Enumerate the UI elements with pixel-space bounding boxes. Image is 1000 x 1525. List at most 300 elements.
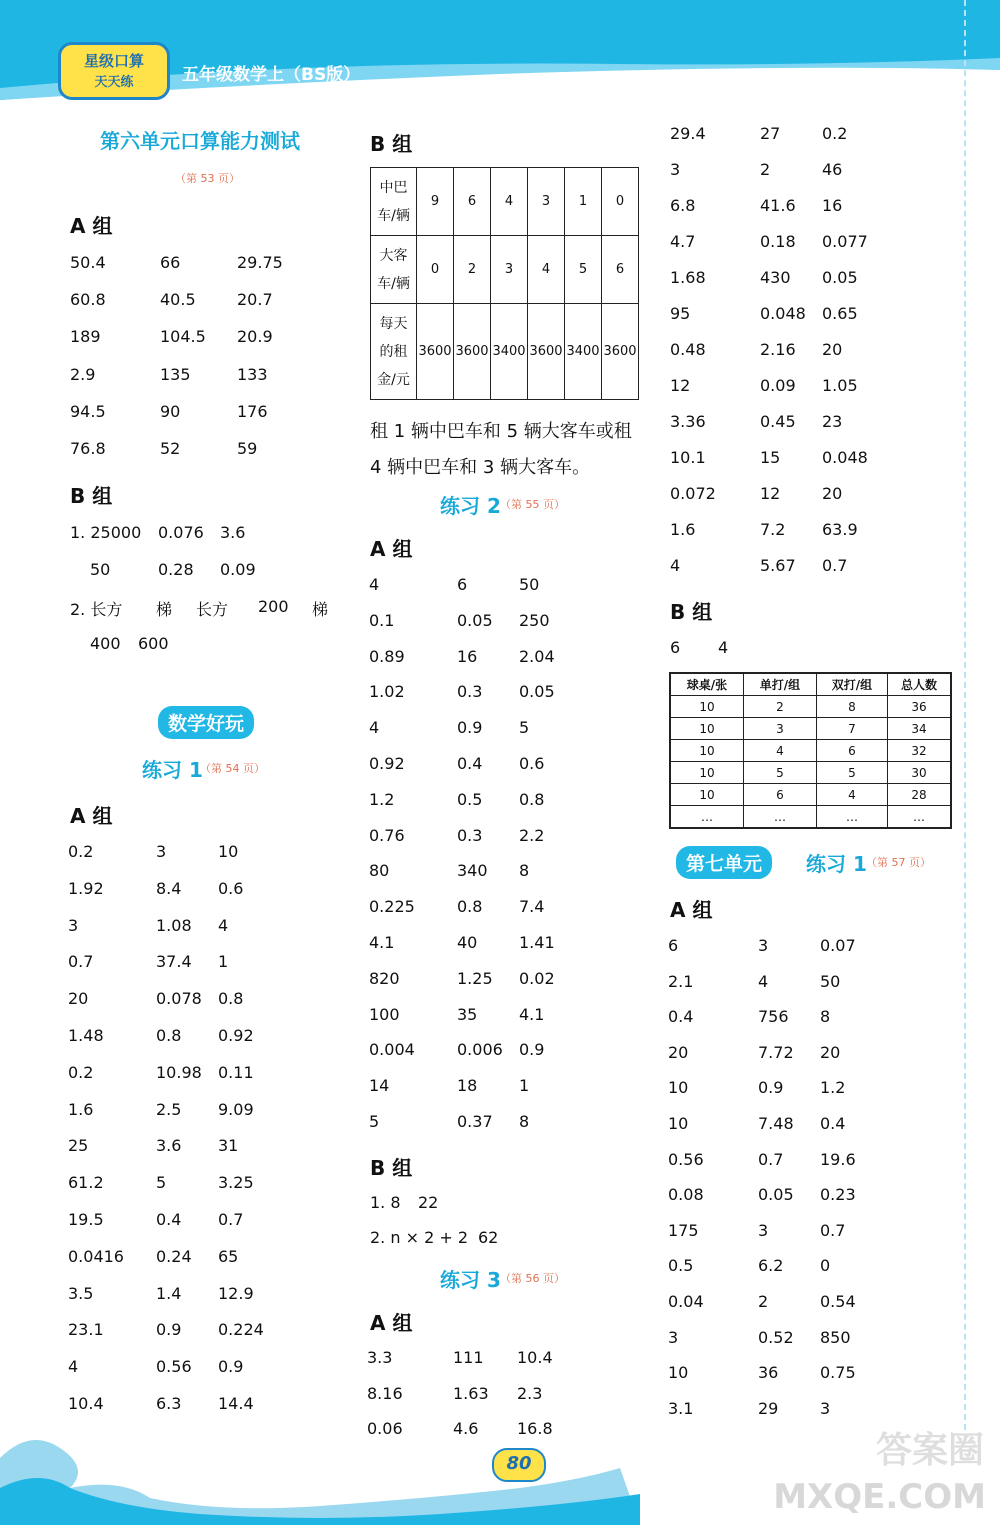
- page-number: 80: [506, 1453, 532, 1474]
- answer-value: 12: [760, 484, 781, 503]
- answer-value: 200: [258, 597, 289, 616]
- answer-value: 0.1: [369, 610, 395, 630]
- answer-value: 31: [218, 1136, 239, 1156]
- answer-value: 61.2: [68, 1173, 104, 1193]
- table-cell: 10: [670, 718, 744, 740]
- answer-value: 3.36: [670, 412, 706, 431]
- answer-value: 0.56: [156, 1357, 192, 1377]
- answer-value: 15: [760, 448, 781, 467]
- table-cell: 10: [670, 696, 744, 718]
- answer-value: 0.7: [68, 952, 94, 972]
- group-a-label: A 组: [70, 804, 113, 828]
- table-cell: 30: [888, 762, 952, 784]
- answer-value: 4: [670, 556, 681, 575]
- answer-value: 35: [457, 1004, 478, 1024]
- answer-value: 23.1: [68, 1320, 104, 1340]
- table-cell: 10: [670, 740, 744, 762]
- answer-value: 0.0416: [68, 1246, 124, 1266]
- answer-value: 94.5: [70, 401, 106, 421]
- answer-value: 62: [478, 1228, 499, 1247]
- logo-line1: 星级口算: [83, 52, 144, 70]
- answer-value: 4: [718, 638, 729, 657]
- answer-value: 0.8: [457, 897, 483, 917]
- exercise-title: 练习 3: [440, 1268, 501, 1292]
- answer-value: 0.077: [822, 232, 868, 251]
- table-cell: 6: [817, 740, 888, 762]
- answer-value: 2. 长方: [70, 600, 123, 619]
- answer-value: 14: [369, 1076, 390, 1096]
- answer-value: 0.7: [218, 1210, 244, 1229]
- answer-value: 1.6: [670, 520, 696, 539]
- answer-value: 0.048: [760, 304, 806, 323]
- table-cell: 6: [744, 784, 817, 806]
- answer-value: 4.7: [670, 232, 696, 251]
- answer-value: 176: [237, 401, 268, 421]
- table-cell: 5: [565, 236, 602, 304]
- answer-value: 0.45: [760, 412, 796, 431]
- answer-value: 1: [218, 952, 229, 972]
- answer-value: 1.6: [68, 1099, 94, 1119]
- answer-value: 3.1: [668, 1398, 694, 1418]
- answer-value: 80: [369, 861, 390, 881]
- answer-value: 4: [369, 575, 380, 594]
- table-cell: …: [888, 806, 952, 829]
- answer-value: 430: [760, 268, 791, 287]
- answer-value: 7.48: [758, 1114, 794, 1133]
- answer-value: 4: [369, 718, 380, 738]
- answer-value: 0.92: [369, 754, 405, 773]
- answer-value: 0.5: [668, 1256, 694, 1276]
- table-cell: 3400: [565, 304, 602, 400]
- answer-value: 9.09: [218, 1099, 254, 1119]
- answer-value: 0.06: [367, 1419, 403, 1438]
- answer-value: 4.1: [519, 1004, 545, 1024]
- group-a-label: A 组: [370, 537, 413, 561]
- answer-value: 3.25: [218, 1173, 254, 1193]
- answer-value: 8: [519, 1112, 530, 1131]
- logo-line2: 天天练: [94, 75, 134, 90]
- answer-text: 4 辆中巴车和 3 辆大客车。: [370, 457, 591, 478]
- answer-value: 0.05: [519, 682, 555, 702]
- row-header: [371, 236, 417, 304]
- table-cell: 3600: [454, 304, 491, 400]
- answer-value: 0.09: [760, 376, 796, 395]
- answer-value: 1.25: [457, 968, 493, 988]
- answer-value: 3.6: [156, 1136, 182, 1156]
- answer-value: 2.5: [156, 1099, 182, 1119]
- answer-value: 20.7: [237, 290, 273, 310]
- exercise-title: 练习 1: [142, 758, 203, 782]
- answer-value: 1.4: [156, 1283, 182, 1303]
- answer-value: 400: [90, 634, 121, 653]
- answer-value: 2: [760, 160, 771, 179]
- table-header: 总人数: [888, 673, 952, 696]
- answer-value: 820: [369, 968, 400, 988]
- answer-value: 16: [822, 196, 843, 215]
- table-cell: …: [744, 806, 817, 829]
- answer-value: 10.4: [517, 1348, 553, 1367]
- row-header-line: 车/辆: [377, 275, 410, 292]
- answer-value: 0.2: [68, 842, 94, 861]
- answer-value: 1.41: [519, 933, 555, 952]
- answer-value: 0.225: [369, 897, 415, 917]
- answer-value: 111: [453, 1348, 484, 1367]
- answer-value: 0.224: [218, 1320, 264, 1340]
- answer-value: 6: [668, 936, 679, 955]
- answer-value: 0.3: [457, 682, 483, 702]
- answer-value: 4.6: [453, 1419, 479, 1438]
- table-cell: 2: [744, 696, 817, 718]
- answer-value: 0.04: [668, 1292, 704, 1311]
- book-title: 五年级数学上（BS版）: [182, 65, 361, 85]
- answer-value: 0.65: [822, 304, 858, 323]
- table-cell: 10: [670, 784, 744, 806]
- answer-text: 租 1 辆中巴车和 5 辆大客车或租: [370, 421, 632, 442]
- table-cell: …: [817, 806, 888, 829]
- row-header-line: 的租: [379, 343, 408, 360]
- table-cell: 4: [817, 784, 888, 806]
- answer-value: 7.2: [760, 520, 786, 539]
- table-cell: 36: [888, 696, 952, 718]
- answer-value: 100: [369, 1004, 400, 1024]
- table-cell: 4: [744, 740, 817, 762]
- table-cell: 5: [817, 762, 888, 784]
- answer-value: 4: [758, 971, 769, 991]
- watermark-text: 答案圈: [875, 1430, 984, 1471]
- table-cell: 10: [670, 762, 744, 784]
- answer-value: 长方: [196, 600, 229, 619]
- table-cell: 28: [888, 784, 952, 806]
- answer-value: 20: [68, 989, 89, 1009]
- row-header: [371, 304, 417, 400]
- page-ref: （第 55 页）: [500, 498, 565, 511]
- unit7-badge: [676, 846, 772, 879]
- table-cell: 3400: [491, 304, 528, 400]
- answer-value: 6: [670, 638, 681, 657]
- answer-value: 8.4: [156, 878, 182, 898]
- group-b-label: B 组: [670, 600, 713, 624]
- answer-value: 7.4: [519, 897, 545, 917]
- answer-value: 1. 8: [370, 1193, 401, 1212]
- answer-value: 2.3: [517, 1383, 543, 1403]
- answer-value: 19.6: [820, 1149, 856, 1169]
- answer-value: 梯: [312, 600, 329, 619]
- answer-value: 50: [90, 560, 111, 579]
- fun-math-badge: [158, 706, 254, 739]
- answer-value: 0.09: [220, 560, 256, 579]
- answer-value: 1.2: [369, 789, 395, 809]
- answer-value: 3.5: [68, 1283, 94, 1303]
- page-ref: （第 53 页）: [175, 172, 240, 185]
- group-b-label: B 组: [370, 1156, 413, 1180]
- table-cell: 8: [817, 696, 888, 718]
- answer-value: 3.3: [367, 1348, 393, 1367]
- table-cell: 6: [454, 168, 491, 236]
- answer-value: 76.8: [70, 439, 106, 458]
- row-header-line: 大客: [379, 247, 408, 264]
- answer-value: 40.5: [160, 290, 196, 310]
- answer-value: 0.4: [668, 1007, 694, 1027]
- table-cell: 3: [491, 236, 528, 304]
- answer-value: 1.92: [68, 878, 104, 898]
- answer-value: 0.072: [670, 484, 716, 503]
- answer-value: 0.3: [457, 825, 483, 845]
- answer-value: 6.3: [156, 1394, 182, 1413]
- answer-value: 1: [519, 1076, 530, 1096]
- answer-value: 2.1: [668, 971, 694, 991]
- answer-value: 2.2: [519, 825, 545, 845]
- answer-value: 1.02: [369, 682, 405, 702]
- answer-value: 6.8: [670, 196, 696, 215]
- answer-value: 0.078: [156, 989, 202, 1009]
- answer-value: 40: [457, 933, 478, 952]
- answer-value: 8: [820, 1007, 831, 1027]
- answer-value: 0.05: [457, 610, 493, 630]
- answer-value: 0.9: [156, 1320, 182, 1340]
- table-cell: 3: [744, 718, 817, 740]
- answer-value: 2: [758, 1292, 769, 1311]
- answer-value: 29: [758, 1398, 779, 1418]
- answer-value: 36: [758, 1363, 779, 1383]
- table-header: 单打/组: [744, 673, 817, 696]
- answer-value: 133: [237, 364, 268, 384]
- table-cell: 34: [888, 718, 952, 740]
- table-cell: 3600: [602, 304, 639, 400]
- table-tennis-table: [669, 672, 952, 829]
- answer-value: 0.6: [519, 754, 545, 773]
- answer-value: 0.9: [758, 1078, 784, 1098]
- answer-value: 0.08: [668, 1185, 704, 1205]
- exercise-title: 练习 2: [440, 494, 501, 518]
- answer-value: 0.076: [158, 523, 204, 542]
- answer-value: 0.56: [668, 1149, 704, 1169]
- answer-value: 0.9: [457, 718, 483, 738]
- answer-value: 756: [758, 1007, 789, 1027]
- answer-value: 1.08: [156, 915, 192, 935]
- answer-value: 3: [820, 1398, 831, 1418]
- section-title: 第六单元口算能力测试: [100, 129, 300, 153]
- answer-value: 16: [457, 646, 478, 666]
- answer-value: 59: [237, 439, 258, 458]
- answer-value: 95: [670, 304, 691, 323]
- answer-value: 0.7: [822, 556, 848, 575]
- answer-value: 50.4: [70, 253, 106, 272]
- table-cell: 1: [565, 168, 602, 236]
- answer-value: 20: [820, 1042, 841, 1062]
- answer-value: 6: [457, 575, 468, 594]
- table-cell: 4: [528, 236, 565, 304]
- answer-value: 0.6: [218, 878, 244, 898]
- row-header: [371, 168, 417, 236]
- answer-value: 0.92: [218, 1026, 254, 1045]
- answer-value: 0.006: [457, 1040, 503, 1060]
- answer-value: 2. n × 2 + 2: [370, 1228, 469, 1247]
- answer-value: 20.9: [237, 327, 273, 347]
- answer-value: 0.54: [820, 1292, 856, 1311]
- brand-logo: [58, 42, 170, 100]
- row-header-line: 中巴: [379, 179, 408, 196]
- answer-value: 25: [68, 1136, 89, 1156]
- answer-value: 850: [820, 1327, 851, 1347]
- table-cell: 32: [888, 740, 952, 762]
- answer-value: 50: [519, 575, 540, 594]
- group-a-label: A 组: [370, 1311, 413, 1335]
- answer-value: 0.24: [156, 1246, 192, 1266]
- right-edge-strip: [964, 0, 968, 1440]
- answer-value: 0.9: [218, 1357, 244, 1377]
- answer-value: 16.8: [517, 1419, 553, 1438]
- answer-value: 8.16: [367, 1383, 403, 1403]
- answer-value: 5: [156, 1173, 167, 1193]
- page-ref: （第 54 页）: [200, 762, 265, 775]
- answer-value: 0.4: [156, 1210, 182, 1229]
- table-cell: 5: [744, 762, 817, 784]
- answer-value: 27: [760, 124, 781, 143]
- answer-value: 0.05: [758, 1185, 794, 1205]
- answer-value: 10.4: [68, 1394, 104, 1413]
- table-cell: 0: [602, 168, 639, 236]
- answer-value: 1. 25000: [70, 523, 142, 542]
- answer-value: 65: [218, 1246, 239, 1266]
- answer-value: 37.4: [156, 952, 192, 972]
- answer-value: 5: [519, 718, 530, 738]
- answer-value: 250: [519, 610, 550, 630]
- answer-value: 0.8: [218, 989, 244, 1009]
- row-header-line: 每天: [379, 315, 408, 332]
- answer-value: 12.9: [218, 1283, 254, 1303]
- group-b-label: B 组: [370, 132, 413, 156]
- answer-value: 600: [138, 634, 169, 653]
- answer-value: 5.67: [760, 556, 796, 575]
- answer-value: 29.75: [237, 253, 283, 272]
- table-cell: 6: [602, 236, 639, 304]
- answer-value: 23: [822, 412, 843, 431]
- answer-value: 1.2: [820, 1078, 846, 1098]
- row-header-line: 金/元: [377, 371, 410, 388]
- answer-value: 41.6: [760, 196, 796, 215]
- table-header: 球桌/张: [670, 673, 744, 696]
- answer-value: 0: [820, 1256, 831, 1276]
- answer-value: 340: [457, 861, 488, 881]
- answer-value: 0.004: [369, 1040, 415, 1060]
- answer-value: 18: [457, 1076, 478, 1096]
- answer-value: 20: [822, 340, 843, 359]
- answer-value: 8: [519, 861, 530, 881]
- page-ref: （第 57 页）: [866, 856, 931, 869]
- answer-value: 1.48: [68, 1026, 104, 1045]
- answer-value: 0.37: [457, 1112, 493, 1131]
- answer-value: 3: [758, 936, 769, 955]
- group-a-label: A 组: [70, 214, 113, 238]
- answer-value: 3: [670, 160, 681, 179]
- answer-value: 0.048: [822, 448, 868, 467]
- answer-value: 0.2: [822, 124, 848, 143]
- answer-value: 189: [70, 327, 101, 347]
- table-cell: 3600: [417, 304, 454, 400]
- answer-value: 0.5: [457, 789, 483, 809]
- answer-value: 0.23: [820, 1185, 856, 1205]
- row-header-line: 车/辆: [377, 207, 410, 224]
- answer-value: 0.52: [758, 1327, 794, 1347]
- answer-value: 4.1: [369, 933, 395, 952]
- answer-value: 0.07: [820, 936, 856, 955]
- answer-value: 0.05: [822, 268, 858, 287]
- answer-value: 0.48: [670, 340, 706, 359]
- answer-value: 0.28: [158, 560, 194, 579]
- answer-value: 0.18: [760, 232, 796, 251]
- answer-value: 20: [668, 1042, 689, 1062]
- answer-value: 3.6: [220, 523, 246, 542]
- answer-value: 104.5: [160, 327, 206, 347]
- answer-value: 12: [670, 376, 691, 395]
- answer-value: 0.76: [369, 825, 405, 845]
- table-cell: 7: [817, 718, 888, 740]
- answer-value: 52: [160, 439, 181, 458]
- answer-value: 5: [369, 1112, 380, 1131]
- answer-value: 0.2: [68, 1062, 94, 1082]
- table-cell: 0: [417, 236, 454, 304]
- answer-value: 3: [758, 1220, 769, 1240]
- page-number-badge: [492, 1448, 546, 1482]
- answer-value: 0.89: [369, 646, 405, 666]
- answer-value: 10: [668, 1363, 689, 1383]
- answer-value: 梯: [156, 600, 173, 619]
- watermark-url: MXQE.COM: [773, 1477, 986, 1517]
- answer-value: 0.8: [519, 789, 545, 809]
- answer-value: 14.4: [218, 1394, 254, 1413]
- badge-label: 第七单元: [676, 846, 772, 879]
- group-b-label: B 组: [70, 484, 113, 508]
- answer-value: 0.11: [218, 1062, 254, 1082]
- answer-value: 1.05: [822, 376, 858, 395]
- answer-value: 0.75: [820, 1363, 856, 1383]
- answer-value: 4: [68, 1357, 79, 1377]
- answer-value: 2.04: [519, 646, 555, 666]
- answer-value: 0.4: [457, 754, 483, 773]
- answer-value: 10: [668, 1078, 689, 1098]
- answer-value: 50: [820, 971, 841, 991]
- answer-value: 0.4: [820, 1114, 846, 1133]
- answer-value: 10.1: [670, 448, 706, 467]
- answer-value: 20: [822, 484, 843, 503]
- exercise-title: 练习 1: [806, 852, 867, 876]
- answer-value: 3: [68, 915, 79, 935]
- answer-value: 90: [160, 401, 181, 421]
- answer-value: 60.8: [70, 290, 106, 310]
- answer-value: 0.9: [519, 1040, 545, 1060]
- table-cell: 4: [491, 168, 528, 236]
- answer-value: 1.63: [453, 1383, 489, 1403]
- answer-value: 63.9: [822, 520, 858, 539]
- answer-value: 7.72: [758, 1042, 794, 1062]
- answer-value: 3: [668, 1327, 679, 1347]
- answer-value: 3: [156, 842, 167, 861]
- answer-value: 10.98: [156, 1062, 202, 1082]
- page-ref: （第 56 页）: [500, 1272, 565, 1285]
- answer-value: 135: [160, 364, 191, 384]
- answer-value: 2.16: [760, 340, 796, 359]
- table-cell: 3600: [528, 304, 565, 400]
- table-cell: …: [670, 806, 744, 829]
- answer-value: 46: [822, 160, 843, 179]
- answer-value: 0.7: [758, 1149, 784, 1169]
- answer-value: 66: [160, 253, 181, 272]
- answer-value: 6.2: [758, 1256, 784, 1276]
- table-cell: 3: [528, 168, 565, 236]
- group-a-label: A 组: [670, 898, 713, 922]
- answer-value: 1.68: [670, 268, 706, 287]
- answer-value: 175: [668, 1220, 699, 1240]
